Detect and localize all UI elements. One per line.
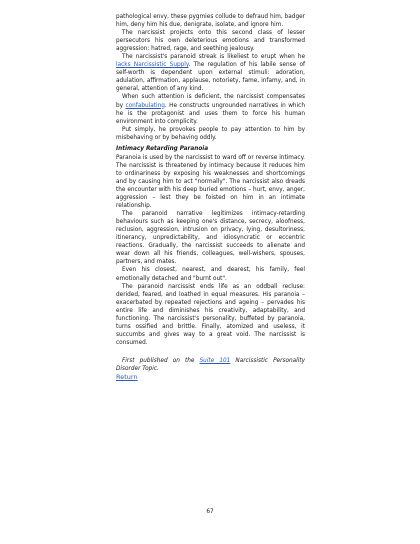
paragraph [116, 53, 305, 93]
footnote [116, 357, 305, 373]
paragraph: Paranoia is used by the narcissist to ward off or reverse intimacy. The narcissist is threatened by intimacy because it reduces him to ordinariness by exposing his weaknesses and shortcomings and by causing him to act "normally". The narcissist also dreads the encounter with his deep buried emotions – hurt, envy, anger, aggression – lest they be foisted on him in an intimate relationship. [116, 154, 305, 210]
paragraph: Even his closest, nearest, and dearest, his family, feel emotionally detached and "burnt out". [116, 267, 305, 282]
paragraph [116, 93, 305, 125]
section-heading: Intimacy Retarding Paranoia [116, 145, 209, 152]
paragraph: The narcissist projects onto this second class of lesser persecutors his own deleterious emotions and transformed aggression: hatred, rage, and seething jealousy. [116, 30, 305, 53]
paragraph-text: When such attention is deficient, the narcissist compensates by [116, 94, 305, 109]
suite-101-link[interactable]: Suite 101 [199, 357, 231, 364]
paragraph: The paranoid narcissist ends life as an oddball recluse: derided, feared, and loathed in equal measures. His paranoia – exacerbated by repeated rejections and ageing – pervades his entire life and diminishes his creativity, adaptability, and functioning. The narcissist's personality, buffeted by paranoia, turns ossified and brittle. Finally, atomized and useless, it succumbs and gives way to a great void. The narcissist is consumed. [116, 283, 305, 346]
return-link[interactable]: Return [116, 373, 138, 382]
paragraph: pathological envy, these pygmies collude to defraud him, badger him, deny him his due, denigrate, isolate, and ignore him. [116, 14, 305, 29]
confabulating-link[interactable]: confabulating [125, 102, 165, 109]
body-text [116, 13, 305, 382]
footnote-text: First published on the [122, 357, 200, 364]
footnote-text: Narcissistic Personality Disorder Topic. [116, 357, 305, 372]
paragraph: Put simply, he provokes people to pay attention to him by misbehaving or by behaving oddly. [116, 126, 305, 141]
paragraph-text: The narcissist's paranoid streak is likeliest to erupt when he [122, 54, 305, 61]
lacks-narcissistic-supply-link[interactable]: lacks Narcissistic Supply [116, 62, 189, 69]
paragraph-text: . The regulation of his labile sense of self-worth is dependent upon external stimuli: adoration, adulation, affirmation, applause, notoriety, fame, infamy, and, in general, attention of any kind. [116, 62, 305, 93]
paragraph-text: . He constructs ungrounded narratives in which he is the protagonist and uses them to force his human environment into complicity. [116, 102, 305, 125]
paragraph: The paranoid narrative legitimizes intimacy-retarding behaviours such as keeping one's distance, secrecy, aloofness, reclusion, aggression, intrusion on privacy, lying, desultoriness, itinerancy, unpredictability, and idiosyncratic or eccentric reactions. Gradually, the narcissist succeeds to alienate and wear down all his friends, colleagues, well-wishers, spouses, partners, and mates. [116, 211, 305, 266]
page-number: 67 [206, 509, 214, 515]
